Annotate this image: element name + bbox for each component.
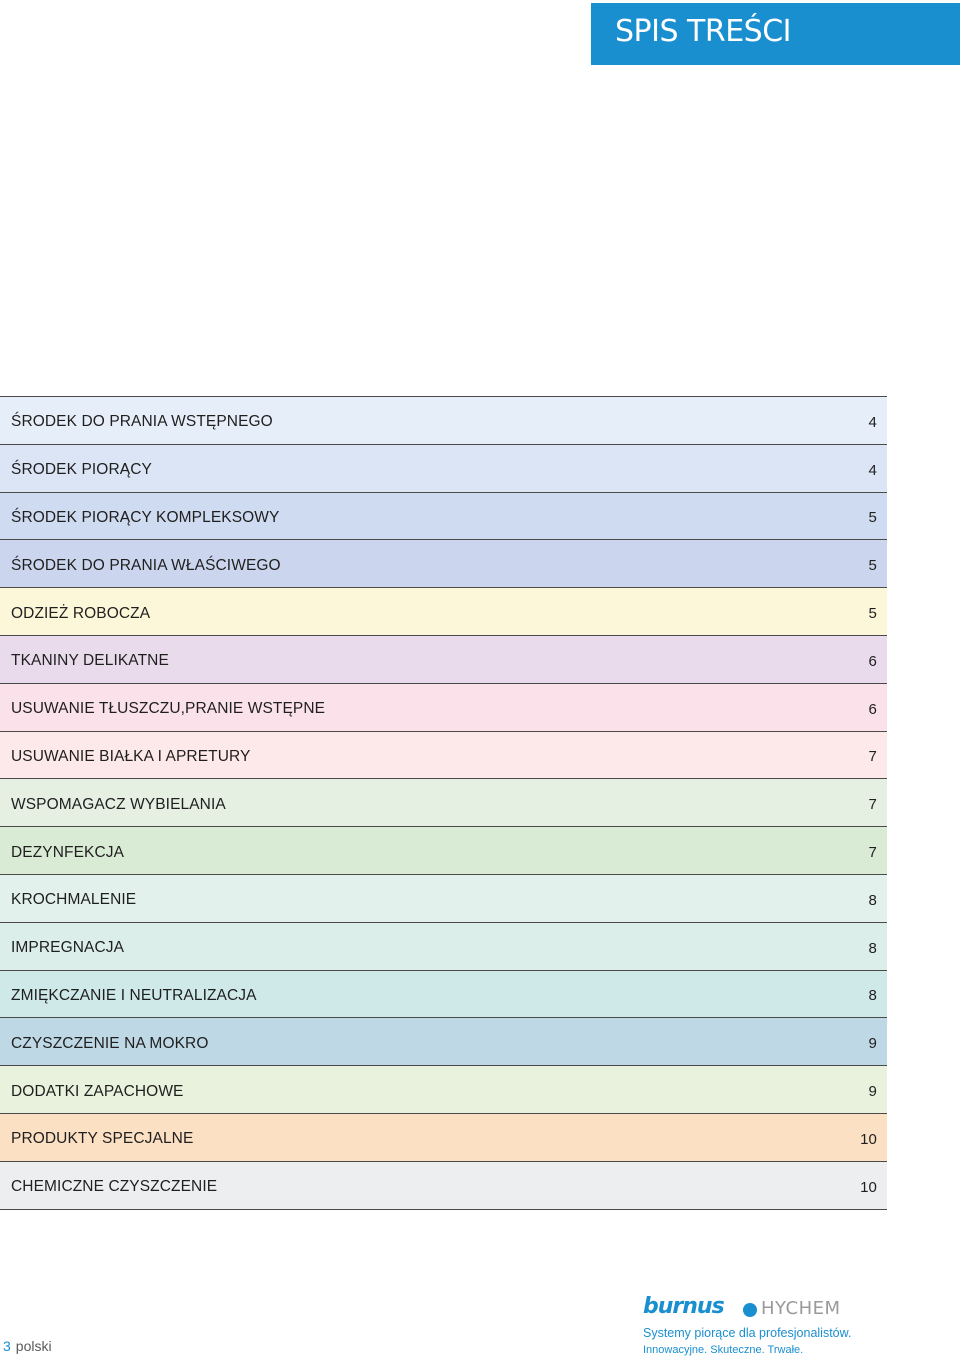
toc-entry-label: ZMIĘKCZANIE I NEUTRALIZACJA	[11, 986, 257, 1004]
brand-logo-primary: burnus	[643, 1294, 724, 1319]
toc-entry-page-number: 6	[868, 700, 877, 718]
toc-entry-label: ŚRODEK PIORĄCY KOMPLEKSOWY	[11, 508, 280, 526]
toc-entry-label: PRODUKTY SPECJALNE	[11, 1130, 194, 1148]
toc-entry-label: ŚRODEK DO PRANIA WSTĘPNEGO	[11, 413, 273, 431]
toc-row[interactable]	[0, 1114, 887, 1162]
brand-tagline: Systemy piorące dla profesjonalistów.	[643, 1326, 852, 1340]
toc-row[interactable]	[0, 827, 887, 875]
toc-entry-page-number: 9	[868, 1083, 877, 1101]
toc-entry-label: DEZYNFEKCJA	[11, 843, 125, 861]
title-banner	[591, 3, 960, 65]
toc-entry-label: ŚRODEK PIORĄCY	[11, 461, 152, 479]
toc-entry-page-number: 5	[868, 509, 877, 527]
toc-entry-page-number: 6	[868, 652, 877, 670]
toc-entry-label: DODATKI ZAPACHOWE	[11, 1082, 184, 1100]
toc-row[interactable]	[0, 540, 887, 588]
toc-entry-page-number: 5	[868, 605, 877, 623]
toc-row[interactable]	[0, 923, 887, 971]
toc-row[interactable]	[0, 636, 887, 684]
brand-logo	[643, 1294, 853, 1324]
toc-row[interactable]	[0, 397, 887, 445]
toc-row[interactable]	[0, 1018, 887, 1066]
toc-entry-page-number: 8	[868, 939, 877, 957]
toc-row[interactable]	[0, 588, 887, 636]
toc-row[interactable]	[0, 732, 887, 780]
brand-logo-secondary: HYCHEM	[761, 1298, 841, 1319]
toc-entry-page-number: 5	[868, 557, 877, 575]
toc-entry-label: CZYSZCZENIE NA MOKRO	[11, 1034, 209, 1052]
language-label: polski	[15, 1338, 52, 1354]
toc-row[interactable]	[0, 493, 887, 541]
toc-entry-label: ODZIEŻ ROBOCZA	[11, 604, 151, 622]
brand-slogan: Innowacyjne. Skuteczne. Trwałe.	[643, 1344, 804, 1356]
toc-row[interactable]	[0, 684, 887, 732]
toc-row[interactable]	[0, 779, 887, 827]
toc-row[interactable]	[0, 1066, 887, 1114]
toc-entry-label: TKANINY DELIKATNE	[11, 652, 169, 670]
toc-entry-page-number: 7	[868, 748, 877, 766]
toc-entry-label: WSPOMAGACZ WYBIELANIA	[11, 795, 226, 813]
toc-row[interactable]	[0, 445, 887, 493]
page-title: SPIS TREŚCI	[615, 14, 792, 49]
toc-entry-label: IMPREGNACJA	[11, 939, 125, 957]
table-of-contents	[0, 396, 887, 1210]
page-footer	[3, 1338, 52, 1354]
toc-entry-label: USUWANIE TŁUSZCZU,PRANIE WSTĘPNE	[11, 700, 326, 718]
toc-entry-label: CHEMICZNE CZYSZCZENIE	[11, 1178, 218, 1196]
toc-row[interactable]	[0, 971, 887, 1019]
toc-entry-page-number: 8	[868, 891, 877, 909]
page-number: 3	[3, 1338, 11, 1354]
toc-entry-label: KROCHMALENIE	[11, 891, 137, 909]
toc-entry-page-number: 7	[868, 844, 877, 862]
toc-entry-page-number: 10	[860, 1178, 877, 1196]
toc-entry-page-number: 8	[868, 987, 877, 1005]
toc-entry-label: USUWANIE BIAŁKA I APRETURY	[11, 747, 251, 765]
toc-entry-page-number: 4	[868, 461, 877, 479]
brand-logo-mark-icon	[743, 1303, 757, 1317]
toc-row[interactable]	[0, 875, 887, 923]
toc-entry-label: ŚRODEK DO PRANIA WŁAŚCIWEGO	[11, 556, 281, 574]
toc-entry-page-number: 9	[868, 1035, 877, 1053]
toc-entry-page-number: 10	[860, 1130, 877, 1148]
toc-entry-page-number: 4	[868, 413, 877, 431]
toc-entry-page-number: 7	[868, 796, 877, 814]
toc-row[interactable]	[0, 1162, 887, 1210]
